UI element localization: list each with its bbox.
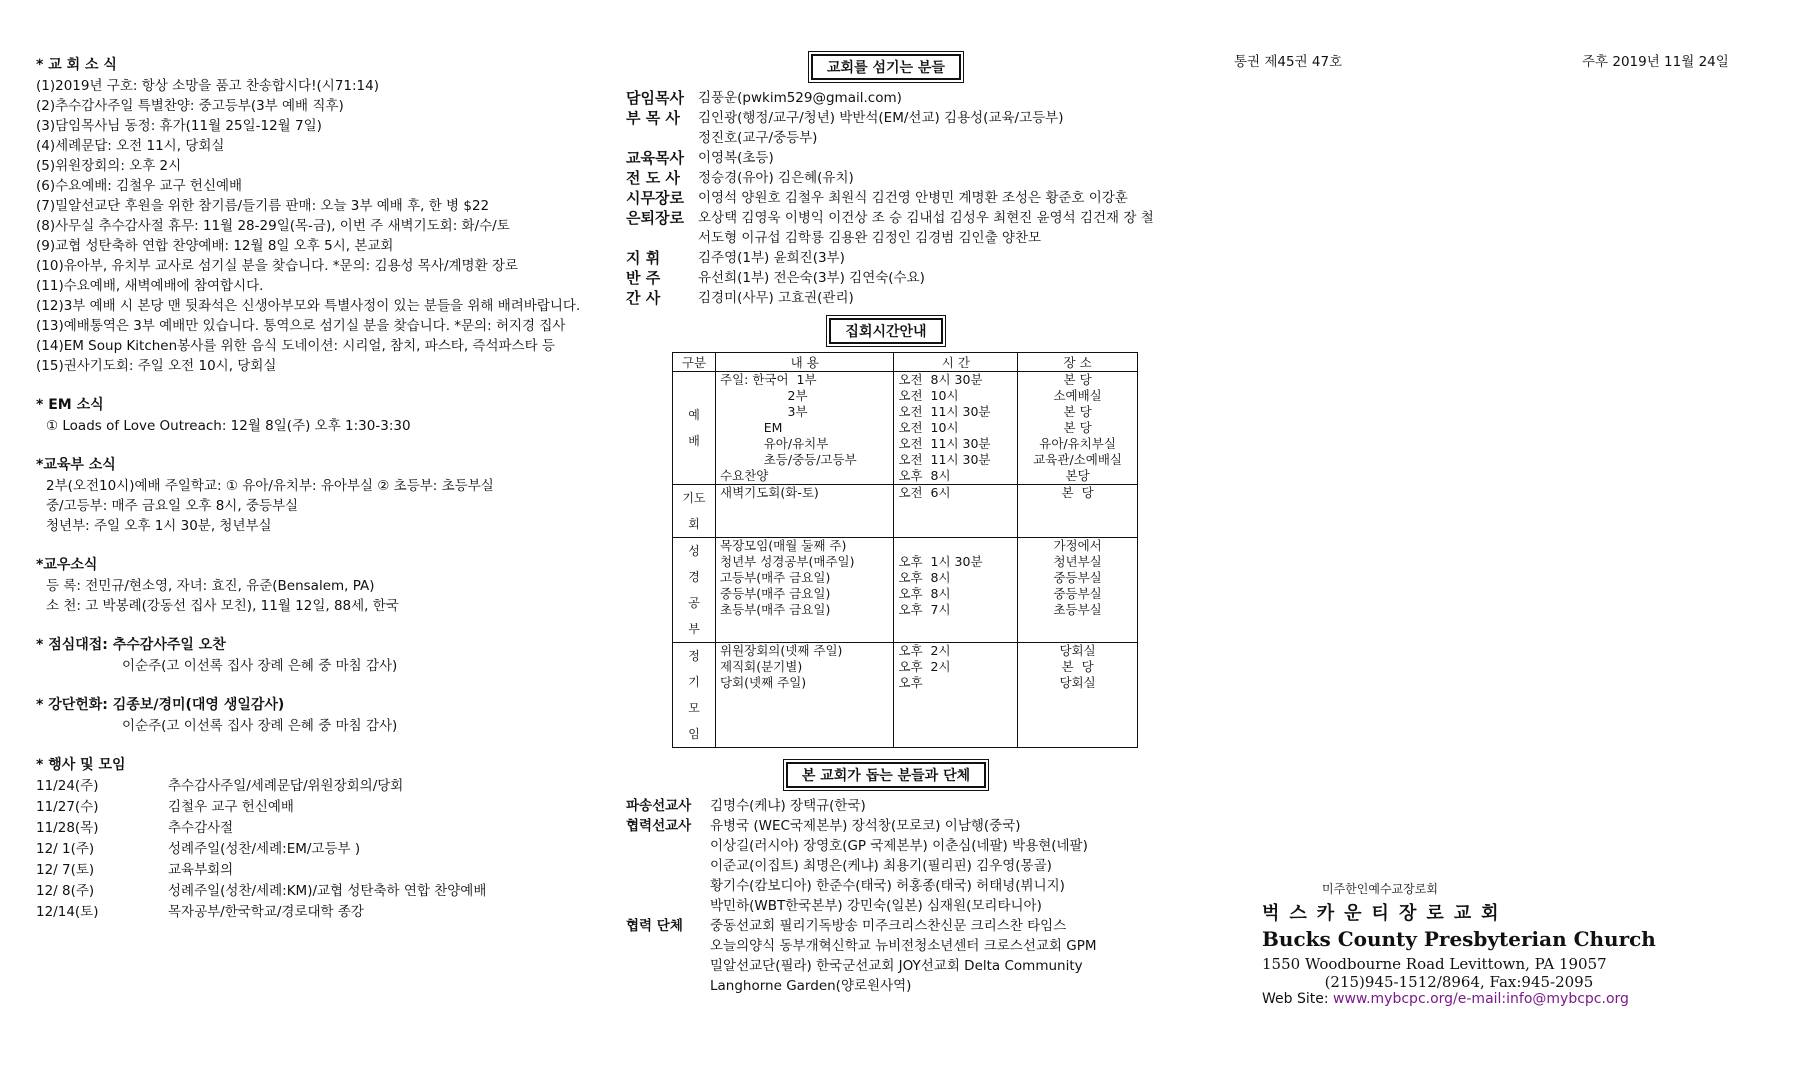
schedule-place xyxy=(1018,538,1138,643)
mission-label: 협력 단체 xyxy=(626,918,683,934)
schedule-time-line: 오전 10시 xyxy=(898,388,959,403)
staff-label: 반 주 xyxy=(626,269,661,287)
category-char: 기도회 xyxy=(682,491,706,531)
event-row xyxy=(36,839,626,860)
mission-label xyxy=(626,956,710,976)
mission-label xyxy=(626,876,710,896)
schedule-header: 장 소 xyxy=(1018,353,1138,372)
edu-item: 중/고등부: 매주 금요일 오후 8시, 중등부실 xyxy=(46,498,299,514)
schedule-place-line: 중등부실 xyxy=(1053,570,1102,585)
staff-names: 정진호(교구/중등부) xyxy=(698,130,818,146)
schedule-place-line: 청년부실 xyxy=(1053,554,1102,569)
mission-row xyxy=(626,876,1146,896)
staff-row xyxy=(626,148,1146,168)
schedule-category xyxy=(673,643,716,748)
category-char: 부 xyxy=(688,622,700,636)
members-item: 등 록: 전민규/현소영, 자녀: 효진, 유준(Bensalem, PA) xyxy=(46,578,375,594)
schedule-content-line: 청년부 성경공부(매주일) xyxy=(720,554,855,569)
mission-row xyxy=(626,836,1146,856)
staff-row xyxy=(626,208,1154,228)
schedule-place-line: 교육관/소예배실 xyxy=(1033,452,1122,467)
category-char: 정 xyxy=(688,649,700,663)
event-text: 추수감사절 xyxy=(168,820,234,836)
event-date: 12/ 8(주) xyxy=(36,883,95,899)
news-item: (13)예배통역은 3부 예배만 있습니다. 통역으로 섬기실 분을 찾습니다. *문의: 허지경 집사 xyxy=(36,318,566,334)
schedule-place-line: 소예배실 xyxy=(1053,388,1102,403)
news-item: (9)교협 성탄축하 연합 찬양예배: 12월 8일 오후 5시, 본교회 xyxy=(36,238,394,254)
web-url[interactable]: www.mybcpc.org/e-mail:info@mybcpc.org xyxy=(1333,991,1629,1007)
schedule-place-line: 가정에서 xyxy=(1053,538,1102,553)
schedule-content-line: 2부 xyxy=(720,388,808,403)
schedule-place-line: 당회실 xyxy=(1059,675,1096,690)
news-item: (15)권사기도회: 주일 오전 10시, 당회실 xyxy=(36,358,277,374)
event-date: 11/27(수) xyxy=(36,799,99,815)
event-date: 12/14(토) xyxy=(36,904,99,920)
staff-row xyxy=(626,288,1146,308)
schedule-content-line: 중등부(매주 금요일) xyxy=(720,586,831,601)
category-char: 기 xyxy=(688,675,700,689)
schedule-content-line: 목장모임(매월 둘째 주) xyxy=(720,538,847,553)
news-item: (12)3부 예배 시 본당 맨 뒷좌석은 신생아부모와 특별사정이 있는 분들을 위해 배려바랍니다. xyxy=(36,298,581,314)
left-column xyxy=(36,54,626,923)
em-item: ① Loads of Love Outreach: 12월 8일(주) 오후 1:30-3:30 xyxy=(46,418,411,434)
staff-row xyxy=(626,248,1146,268)
flowers-note: 이순주(고 이선록 집사 장례 은혜 중 마침 감사) xyxy=(122,718,398,734)
schedule-place xyxy=(1018,372,1138,485)
schedule-content-line: 초등/중등/고등부 xyxy=(720,452,857,467)
news-item: (11)수요예배, 새벽예배에 참여합시다. xyxy=(36,278,264,294)
schedule-content-line: EM xyxy=(720,420,783,435)
members-title: *교우소식 xyxy=(36,557,98,573)
mission-names: 황기수(캄보디아) 한준수(태국) 허홍종(태국) 허태녕(뷔니지) xyxy=(710,878,1065,894)
news-item: (5)위원장회의: 오후 2시 xyxy=(36,158,182,174)
schedule-place-line: 본 당 xyxy=(1063,404,1092,419)
staff-label: 간 사 xyxy=(626,289,661,307)
mission-names: 박민하(WBT한국본부) 강민숙(일본) 심재원(모리타니아) xyxy=(710,898,1042,914)
schedule-place-line: 당회실 xyxy=(1059,643,1096,658)
news-item: (2)추수감사주일 특별찬양: 중고등부(3부 예배 직후) xyxy=(36,98,344,114)
news-item: (10)유아부, 유치부 교사로 섬기실 분을 찾습니다. *문의: 김용성 목사/계명환 장로 xyxy=(36,258,518,274)
mission-names: Langhorne Garden(양로원사역) xyxy=(710,978,912,994)
schedule-content xyxy=(716,538,894,643)
mission-row xyxy=(626,796,1146,816)
staff-label: 지 휘 xyxy=(626,249,661,267)
staff-label: 은퇴장로 xyxy=(626,209,684,227)
event-date: 11/28(목) xyxy=(36,820,99,836)
mission-names: 중동선교회 필리기독방송 미주크리스찬신문 크리스찬 타임스 xyxy=(710,918,1067,934)
schedule-time-line: 오후 2시 xyxy=(898,643,951,658)
schedule-content-line: 주일: 한국어 1부 xyxy=(720,372,817,387)
event-date: 12/ 7(토) xyxy=(36,862,95,878)
staff-label: 교육목사 xyxy=(626,149,684,167)
schedule-place-line: 유아/유치부실 xyxy=(1039,436,1116,451)
event-text: 성례주일(성찬/세례:KM)/교협 성탄축하 연합 찬양예배 xyxy=(168,883,487,899)
mission-row xyxy=(626,816,1146,836)
news-item: (3)담임목사님 동정: 휴가(11월 25일-12월 7일) xyxy=(36,118,322,134)
schedule-place-line: 본 당 xyxy=(1061,485,1094,500)
schedule-time-line: 오전 10시 xyxy=(898,420,959,435)
staff-label: 부 목 사 xyxy=(626,109,680,127)
staff-label xyxy=(626,228,698,248)
event-row xyxy=(36,776,626,797)
schedule-time xyxy=(894,538,1018,643)
em-title: * EM 소식 xyxy=(36,397,104,413)
schedule-header: 내 용 xyxy=(716,353,894,372)
staff-row xyxy=(626,228,1146,248)
event-row xyxy=(36,797,626,818)
middle-column xyxy=(626,54,1154,996)
mission-label xyxy=(626,836,710,856)
schedule-category xyxy=(673,485,716,538)
schedule-time-line xyxy=(898,538,1013,554)
schedule-place xyxy=(1018,485,1138,538)
staff-label xyxy=(626,128,698,148)
category-char: 공 xyxy=(688,596,700,610)
event-row xyxy=(36,881,626,902)
flowers-title: * 강단헌화: 김종보/경미(대영 생일감사) xyxy=(36,697,285,713)
mission-label xyxy=(626,936,710,956)
schedule-place xyxy=(1018,643,1138,748)
mission-names: 이상길(러시아) 장영호(GP 국제본부) 이춘심(네팔) 박용현(네팔) xyxy=(710,838,1088,854)
staff-names: 정승경(유아) 김은혜(유치) xyxy=(698,170,854,186)
web-label: Web Site: xyxy=(1262,991,1334,1007)
schedule-content-line: 3부 xyxy=(720,404,808,419)
schedule-place-line: 본 당 xyxy=(1063,420,1092,435)
schedule-place-line: 중등부실 xyxy=(1053,586,1102,601)
category-char: 임 xyxy=(688,727,700,741)
schedule-time xyxy=(894,485,1018,538)
members-item: 소 천: 고 박봉례(강동선 집사 모친), 11월 12일, 88세, 한국 xyxy=(46,598,399,614)
schedule-time-line: 오전 11시 30분 xyxy=(898,436,991,451)
schedule-content-line: 위원장회의(넷째 주일) xyxy=(720,643,843,658)
mission-label: 파송선교사 xyxy=(626,798,692,814)
schedule-content xyxy=(716,643,894,748)
mission-row xyxy=(626,916,1146,936)
staff-names: 이영석 양원호 김철우 최원식 김건영 안병민 계명환 조성은 황준호 이강훈 xyxy=(698,190,1128,206)
staff-row xyxy=(626,268,1146,288)
mission-row xyxy=(626,956,1146,976)
schedule-time-line: 오후 8시 xyxy=(898,570,951,585)
mission-row xyxy=(626,896,1146,916)
schedule-row xyxy=(673,485,1138,538)
staff-row xyxy=(626,108,1146,128)
mission-row xyxy=(626,976,1146,996)
staff-names: 김주영(1부) 윤희진(3부) xyxy=(698,250,845,266)
staff-label: 담임목사 xyxy=(626,89,684,107)
schedule-title: 집회시간안내 xyxy=(829,318,942,344)
news-item: (8)사무실 추수감사절 휴무: 11월 28-29일(목-금), 이번 주 새벽기도회: 화/수/토 xyxy=(36,218,510,234)
lunch-title: * 점심대접: 추수감사주일 오찬 xyxy=(36,637,226,653)
event-row xyxy=(36,818,626,839)
event-text: 김철우 교구 헌신예배 xyxy=(168,799,294,815)
event-date: 12/ 1(주) xyxy=(36,841,95,857)
schedule-place-line: 초등부실 xyxy=(1053,602,1102,617)
edu-item: 청년부: 주일 오후 1시 30분, 청년부실 xyxy=(46,518,272,534)
schedule-category xyxy=(673,372,716,485)
staff-names: 오상택 김영욱 이병익 이건상 조 승 김내섭 김성우 최현진 윤영석 김건재 장 철 xyxy=(698,210,1154,226)
mission-label xyxy=(626,976,710,996)
schedule-content-line: 초등부(매주 금요일) xyxy=(720,602,831,617)
church-phone: (215)945-1512/8964, Fax:945-2095 xyxy=(1324,973,1594,991)
schedule-place-line: 본당 xyxy=(1065,468,1090,483)
event-text: 성례주일(성찬/세례:EM/고등부 ) xyxy=(168,841,361,857)
staff-names: 김풍운(pwkim529@gmail.com) xyxy=(698,90,902,106)
schedule-time-line: 오전 8시 30분 xyxy=(898,372,983,387)
news-item: (1)2019년 구호: 항상 소망을 품고 찬송합시다!(시71:14) xyxy=(36,78,379,94)
staff-names: 김인광(행정/교구/청년) 박반석(EM/선교) 김용성(교육/고등부) xyxy=(698,110,1064,126)
event-text: 목자공부/한국학교/경로대학 종강 xyxy=(168,904,364,920)
news-item: (7)밀알선교단 후원을 위한 참기름/들기름 판매: 오늘 3부 예배 후, 한 병 $22 xyxy=(36,198,490,214)
event-row xyxy=(36,860,626,881)
news-item: (4)세례문답: 오전 11시, 당회실 xyxy=(36,138,225,154)
volume-number: 통권 제45권 47호 xyxy=(1234,54,1343,70)
church-korean-name: 벅스카운티장로교회 xyxy=(1262,903,1509,924)
schedule-time-line: 오후 xyxy=(898,675,923,690)
mission-label: 협력선교사 xyxy=(626,818,692,834)
missions-list xyxy=(626,796,1146,996)
event-row xyxy=(36,902,626,923)
category-char: 성 xyxy=(688,544,700,558)
schedule-content-line: 고등부(매주 금요일) xyxy=(720,570,831,585)
schedule-header: 시 간 xyxy=(894,353,1018,372)
schedule-content-line: 수요찬양 xyxy=(720,468,769,483)
church-info xyxy=(1262,880,1656,1007)
schedule-row xyxy=(673,538,1138,643)
staff-label: 시무장로 xyxy=(626,189,684,207)
bulletin-date: 주후 2019년 11월 24일 xyxy=(1582,54,1729,70)
schedule-time xyxy=(894,372,1018,485)
schedule-time-line: 오전 6시 xyxy=(898,485,951,500)
edu-item: 2부(오전10시)예배 주일학교: ① 유아/유치부: 유아부실 ② 초등부: 초등부실 xyxy=(46,478,494,494)
staff-names: 김경미(사무) 고효권(관리) xyxy=(698,290,854,306)
schedule-time-line: 오전 11시 30분 xyxy=(898,452,991,467)
servants-list xyxy=(626,88,1154,308)
event-date: 11/24(주) xyxy=(36,778,99,794)
edu-title: *교육부 소식 xyxy=(36,457,116,473)
schedule-content xyxy=(716,372,894,485)
mission-names: 오늘의양식 동부개혁신학교 뉴비전청소년센터 크로스선교회 GPM xyxy=(710,938,1097,954)
staff-label: 전 도 사 xyxy=(626,169,680,187)
schedule-table xyxy=(672,352,1138,748)
staff-names: 이영복(초등) xyxy=(698,150,774,166)
missions-title: 본 교회가 돕는 분들과 단체 xyxy=(786,762,986,788)
staff-row xyxy=(626,88,1146,108)
category-char: 모 xyxy=(688,701,700,715)
events-list xyxy=(36,776,626,923)
schedule-time-line: 오후 8시 xyxy=(898,468,951,483)
church-english-name: Bucks County Presbyterian Church xyxy=(1262,927,1656,951)
church-denomination: 미주한인예수교장로회 xyxy=(1322,882,1438,896)
church-address: 1550 Woodbourne Road Levittown, PA 19057 xyxy=(1262,955,1607,973)
mission-names: 김명수(케냐) 장택규(한국) xyxy=(710,798,866,814)
lunch-note: 이순주(고 이선록 집사 장례 은혜 중 마침 감사) xyxy=(122,658,398,674)
mission-names: 유병국 (WEC국제본부) 장석창(모로코) 이남행(중국) xyxy=(710,818,1021,834)
schedule-category xyxy=(673,538,716,643)
mission-names: 이준교(이집트) 최명은(케냐) 최용기(필리핀) 김우영(몽골) xyxy=(710,858,1052,874)
category-char: 배 xyxy=(688,434,700,448)
schedule-content-line: 당회(넷째 주일) xyxy=(720,675,807,690)
mission-names: 밀알선교단(필라) 한국군선교회 JOY선교회 Delta Community xyxy=(710,958,1083,974)
schedule-content-line: 제직회(분기별) xyxy=(720,659,803,674)
event-text: 추수감사주일/세례문답/위원장회의/당회 xyxy=(168,778,404,794)
schedule-time-line: 오후 7시 xyxy=(898,602,951,617)
news-title: * 교 회 소 식 xyxy=(36,57,117,73)
schedule-content-line: 유아/유치부 xyxy=(720,436,829,451)
mission-row xyxy=(626,936,1146,956)
events-title: * 행사 및 모임 xyxy=(36,757,126,773)
news-item: (14)EM Soup Kitchen봉사를 위한 음식 도네이션: 시리얼, 참치, 파스타, 즉석파스타 등 xyxy=(36,338,555,354)
schedule-place-line: 본 당 xyxy=(1061,659,1094,674)
staff-names: 유선희(1부) 전은숙(3부) 김연숙(수요) xyxy=(698,270,925,286)
schedule-content-line: 새벽기도회(화-토) xyxy=(720,485,819,500)
mission-label xyxy=(626,856,710,876)
schedule-content xyxy=(716,485,894,538)
schedule-time-line: 오후 1시 30분 xyxy=(898,554,983,569)
staff-row xyxy=(626,128,1146,148)
schedule-time xyxy=(894,643,1018,748)
servants-title: 교회를 섬기는 분들 xyxy=(811,54,961,80)
news-list xyxy=(36,76,626,376)
schedule-time-line: 오후 2시 xyxy=(898,659,951,674)
schedule-time-line: 오후 8시 xyxy=(898,586,951,601)
schedule-place-line: 본 당 xyxy=(1063,372,1092,387)
event-text: 교육부회의 xyxy=(168,862,234,878)
category-char: 경 xyxy=(688,570,700,584)
schedule-row xyxy=(673,372,1138,485)
staff-names: 서도형 이규섭 김학룡 김용완 김정인 김경범 김인출 양찬모 xyxy=(698,230,1042,246)
schedule-row xyxy=(673,643,1138,748)
staff-row xyxy=(626,188,1146,208)
category-char: 예 xyxy=(688,408,700,422)
schedule-time-line: 오전 11시 30분 xyxy=(898,404,991,419)
schedule-header: 구분 xyxy=(673,353,716,372)
staff-row xyxy=(626,168,1146,188)
church-web xyxy=(1262,991,1656,1007)
news-item: (6)수요예배: 김철우 교구 헌신예배 xyxy=(36,178,243,194)
mission-label xyxy=(626,896,710,916)
mission-row xyxy=(626,856,1146,876)
